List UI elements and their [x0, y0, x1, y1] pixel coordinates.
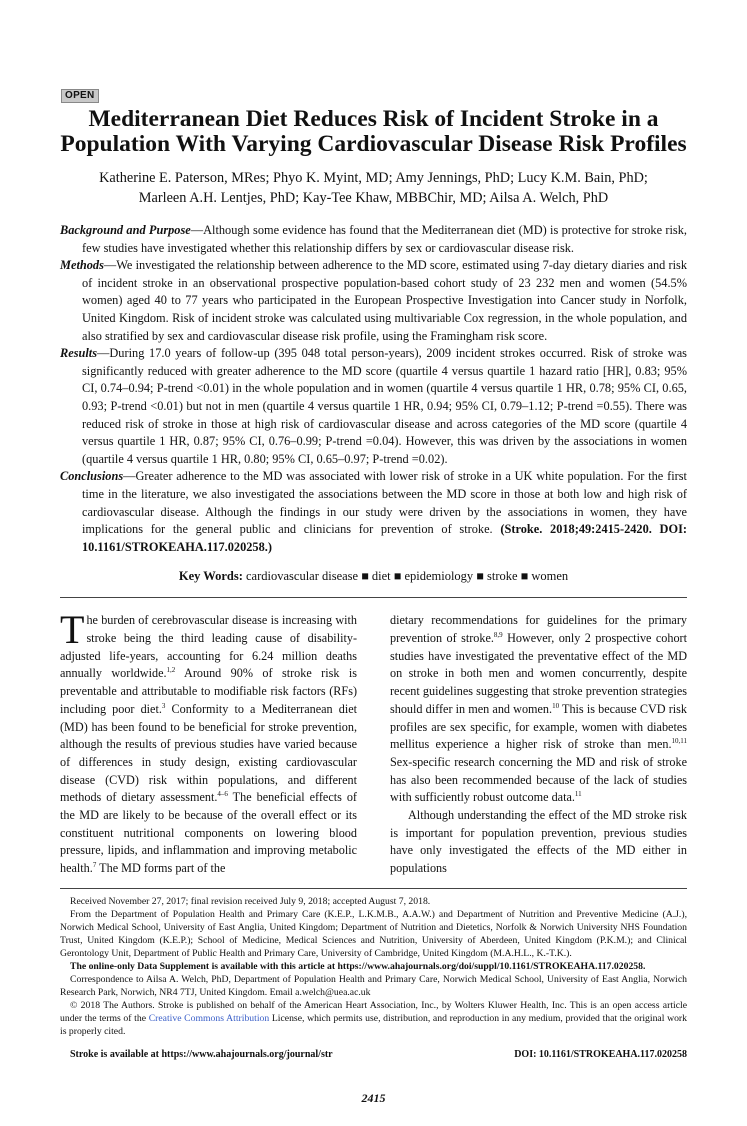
- citation-superscript: 7: [92, 861, 97, 870]
- author-list: [60, 168, 687, 208]
- citation-superscript: 3: [161, 701, 166, 710]
- citation-superscript: 1,2: [166, 666, 176, 675]
- section-label: Results: [60, 346, 98, 361]
- creative-commons-link[interactable]: Creative Commons Attribution: [148, 1012, 270, 1024]
- article-title: Mediterranean Diet Reduces Risk of Incident Stroke in a Population With Varying Cardiovascular Disease Risk Profiles: [60, 106, 687, 157]
- citation-superscript: 10: [552, 701, 560, 710]
- keywords-label: Key Words:: [178, 569, 243, 584]
- citation-superscript: 4–6: [217, 790, 228, 799]
- section-text: —During 17.0 years of follow-up (395 048 total person-years), 2009 incident strokes occurred. Risk of stroke was significantly reduced with greater adherence to the MD score (quartile 4 versus quartile 1 hazard ratio [HR], 0.83; 95% CI, 0.74–0.94; P-trend <0.01) in the whole population and in women (quartile 4 versus quartile 1 HR, 0.78; 95% CI, 0.65, 0.93; P-trend <0.01) but not in men (quartile 4 versus quartile 1 HR, 0.94; 95% CI, 0.79–1.12; P-trend =0.55). There was reduced risk of stroke in those at high risk of cardiovascular disease and across categories of the MD score (quartile 4 versus quartile 1 HR, 0.87; 95% CI, 0.76–0.99; P-trend =0.04). However, this was driven by the associations in women (quartile 4 versus quartile 1 HR, 0.80; 95% CI, 0.65–0.97; P-trend =0.02).: [82, 346, 687, 466]
- body-text: dietary recommendations for guidelines for the primary prevention of stroke.: [390, 613, 687, 645]
- body-text: The beneficial effects of the MD are likely to be because of the overall effect or its constituent nutritional components on lowering blood pressure, lipids, and inflammation and improving metabolic health.: [60, 790, 357, 876]
- journal-url: Stroke is available at https://www.ahajournals.org/journal/str: [70, 1048, 333, 1060]
- authors-line: Marleen A.H. Lentjes, PhD; Kay-Tee Khaw, MBBChir, MD; Ailsa A. Welch, PhD: [138, 190, 609, 206]
- section-text: —Greater adherence to the MD was associated with lower risk of stroke in a UK white population. For the first time in the literature, we also investigated the associations between the MD score in those at both low and high risk of cardiovascular disease. Although the findings in our study were driven by the associations in women, they have implications for the general public and clinicians for prevention of stroke.: [82, 469, 687, 537]
- keywords: [60, 568, 687, 585]
- abstract-results: [60, 345, 687, 468]
- received-dates: Received November 27, 2017; final revision received July 9, 2018; accepted August 7, 2018.: [70, 895, 431, 907]
- citation-superscript: 8,9: [493, 630, 503, 639]
- abstract-methods: [60, 257, 687, 345]
- copyright-text: © 2018 The Authors. Stroke is published on behalf of the American Heart Association, Inc., by Wolters Kluwer Health, Inc. This is an open access article under the terms of the: [60, 999, 687, 1024]
- body-paragraph: [60, 607, 358, 878]
- authors-line: Katherine E. Paterson, MRes; Phyo K. Myint, MD; Amy Jennings, PhD; Lucy K.M. Bain, PhD;: [99, 170, 648, 186]
- abstract: [60, 222, 687, 556]
- body-text: he burden of cerebrovascular disease is increasing with stroke being the third leading cause of disability-adjusted life-years, accounting for 6.24 million deaths annually worldwide.: [60, 613, 357, 681]
- abstract-conclusions: [60, 468, 687, 556]
- footnotes: [60, 895, 687, 1038]
- body-text: This is because CVD risk profiles are sex specific, for example, women with diabetes mellitus experience a higher risk of stroke than men.: [390, 701, 687, 752]
- divider: [60, 597, 687, 598]
- footnote-divider: [60, 888, 687, 889]
- body-paragraph: [390, 612, 687, 807]
- body-text: Conformity to a Mediterranean diet (MD) has been found to be beneficial for stroke prevention, although the results of previous studies have varied because of differences in study design, existing cardiovascular disease (CVD) risk within populations, and different methods of dietary assessment.: [60, 701, 358, 805]
- section-text: —Although some evidence has found that the Mediterranean diet (MD) is protective for stroke risk, few studies have investigated whether this relationship differs by sex or cardiovascular disease risk.: [82, 223, 687, 255]
- correspondence: Correspondence to Ailsa A. Welch, PhD, Department of Population Health and Primary Care, Norwich Medical School, University of East Anglia, Norwich Research Park, Norwich, NR4 7TJ, United Kingdom. Email a.welch@uea.ac.uk: [60, 973, 687, 998]
- citation-superscript: 11: [574, 790, 582, 799]
- open-access-badge: OPEN: [61, 89, 99, 103]
- body-paragraph: Although understanding the effect of the MD stroke risk is important for population prevention, previous studies have only investigated the effects of the MD either in populations: [390, 808, 687, 876]
- drop-cap: T: [60, 607, 85, 653]
- body-text: However, only 2 prospective cohort studies have investigated the preventative effect of the MD on stroke in both men and women concurrently, despite recent guidelines suggesting that stroke prevention strategies should differ in men and women.: [390, 630, 687, 716]
- body-column-right: [390, 612, 687, 878]
- section-label: Methods: [60, 258, 104, 273]
- section-label: Background and Purpose: [60, 223, 191, 237]
- footer-doi: DOI: 10.1161/STROKEAHA.117.020258: [514, 1048, 687, 1060]
- citation-superscript: 10,11: [671, 737, 687, 746]
- supplement-note: The online-only Data Supplement is available with this article at https://www.ahajournals.org/doi/suppl/10.1161/STROKEAHA.117.020258.: [70, 960, 646, 972]
- body-column-left: [60, 607, 358, 878]
- copyright-text: License, which permits use, distribution, and reproduction in any medium, provided that the original work is properly cited.: [60, 1012, 687, 1037]
- body-text: Sex-specific research concerning the MD and risk of stroke has also been recommended because of the lack of studies with sufficiently robust outcome data.: [390, 754, 687, 805]
- affiliations: From the Department of Population Health and Primary Care (K.E.P., L.K.M.B., A.A.W.) and Department of Nutrition and Preventive Medicine (A.J.), Norwich Medical School, University of East Anglia, United Kingdom; Department of Nutrition and Dietetics, Norfolk & Norwich University NHS Foundation Trust, United Kingdom (K.E.P.); School of Medicine, Medical Sciences and Nutrition, University of Aberdeen, United Kingdom (P.K.M.); and Clinical Gerontology Unit, Department of Public Health and Primary Care, University of Cambridge, United Kingdom (M.A.H.L., K.-T.K.).: [60, 908, 687, 959]
- copyright: [60, 999, 687, 1038]
- page-footer: [60, 1048, 687, 1061]
- keywords-list: cardiovascular disease ■ diet ■ epidemiology ■ stroke ■ women: [246, 569, 569, 584]
- body-text: The MD forms part of the: [96, 861, 226, 876]
- section-label: Conclusions: [60, 469, 124, 484]
- body-text: Around 90% of stroke risk is preventable and attributable to modifiable risk factors (RFs) including poor diet.: [60, 666, 357, 716]
- page-number: 2415: [361, 1090, 386, 1105]
- abstract-background: [60, 222, 687, 257]
- body-columns: [60, 607, 687, 878]
- section-text: —We investigated the relationship between adherence to the MD score, estimated using 7-day dietary diaries and risk of incident stroke in an observational prospective population-based cohort study of 23 232 men and women (54.5% women) aged 40 to 77 years who participated in the European Prospective Investigation into Cancer study in Norfolk, United Kingdom. Risk of incident stroke was calculated using multivariable Cox regression, in the whole population, and also stratified by sex and cardiovascular disease risk profile, using the Framingham risk score.: [82, 258, 687, 343]
- citation: (Stroke. 2018;49:2415-2420. DOI: 10.1161/STROKEAHA.117.020258.): [82, 522, 687, 554]
